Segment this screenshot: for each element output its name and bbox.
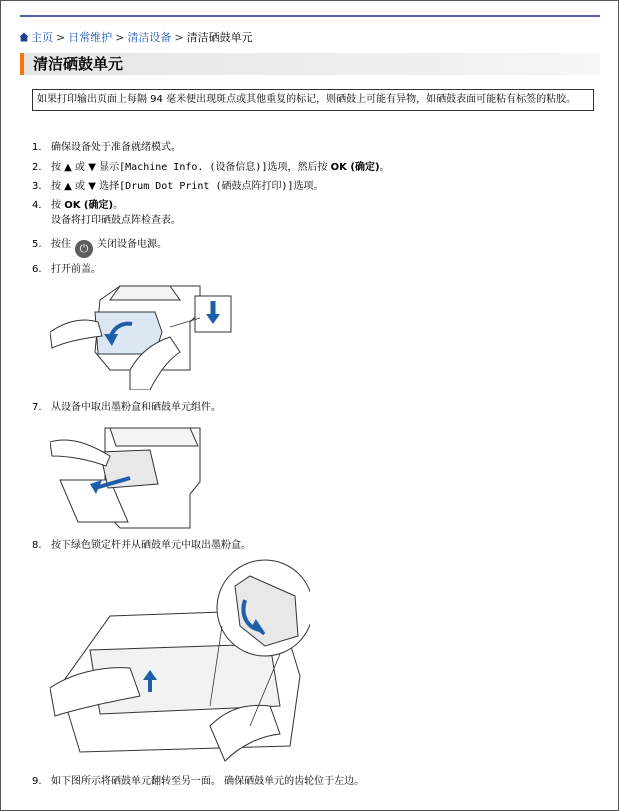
step-text: 关闭设备电源。	[97, 239, 167, 250]
step-text: 。	[379, 162, 390, 173]
step-text: 如下图所示将硒鼓单元翻转至另一面。 确保硒鼓单元的齿轮位于左边。	[51, 776, 365, 787]
step-5	[32, 238, 167, 258]
step-text: 选项。	[293, 181, 324, 192]
step-text: 按下绿色锁定杆并从硒鼓单元中取出墨粉盒。	[51, 540, 251, 551]
step-text: 。	[113, 200, 124, 211]
breadcrumb-clean-machine[interactable]: 清洁设备	[127, 31, 172, 44]
step-6	[32, 263, 101, 277]
step-number: 3.	[32, 181, 42, 192]
step-number: 5.	[32, 239, 42, 250]
breadcrumb-separator: >	[115, 31, 125, 44]
step-7	[32, 401, 221, 415]
title-accent	[20, 53, 24, 75]
note-box: 如果打印输出页面上每隔 94 毫米便出现斑点或其他重复的标记，则硒鼓上可能有异物，如硒鼓表面可能粘有标签的粘胶。	[32, 89, 594, 111]
step-text: 按 ▲ 或 ▼ 选择	[51, 181, 120, 192]
ok-key-label: OK (确定)	[330, 162, 380, 173]
step-text: 按 ▲ 或 ▼ 显示	[51, 162, 120, 173]
step-number: 7.	[32, 402, 42, 413]
step-number: 8.	[32, 540, 42, 551]
open-front-cover-illustration	[50, 282, 250, 390]
step-text: 确保设备处于准备就绪模式。	[51, 142, 181, 153]
home-icon	[19, 32, 29, 42]
step-text: 按住	[51, 239, 71, 250]
ok-key-label: OK (确定)	[64, 200, 114, 211]
step-4	[32, 199, 123, 213]
power-icon: ⏻	[75, 240, 93, 258]
step-text: 按	[51, 200, 65, 211]
step-3	[32, 180, 324, 194]
title-bar	[20, 53, 600, 75]
step-number: 4.	[32, 200, 42, 211]
breadcrumb-separator: >	[174, 31, 184, 44]
remove-toner-from-drum-illustration	[50, 556, 310, 766]
remove-drum-toner-illustration	[50, 422, 208, 530]
step-1	[32, 141, 181, 155]
step-9	[32, 775, 364, 789]
breadcrumb-separator: >	[56, 31, 66, 44]
breadcrumb-current: 清洁硒鼓单元	[186, 31, 253, 44]
step-number: 6.	[32, 264, 42, 275]
step-8	[32, 539, 251, 553]
menu-option-text: [Machine Info. (设备信息)]	[119, 162, 268, 173]
breadcrumb-home[interactable]: 主页	[31, 31, 53, 44]
breadcrumb-routine-maintenance[interactable]: 日常维护	[68, 31, 113, 44]
step-text: 从设备中取出墨粉盒和硒鼓单元组件。	[51, 402, 221, 413]
top-rule	[20, 15, 600, 17]
step-text: 打开前盖。	[51, 264, 101, 275]
step-4-result: 设备将打印硒鼓点阵检查表。	[51, 215, 181, 226]
step-number: 1.	[32, 142, 42, 153]
step-number: 9.	[32, 776, 42, 787]
breadcrumb	[19, 31, 253, 45]
menu-option-text: [Drum Dot Print (硒鼓点阵打印)]	[119, 181, 294, 192]
step-2	[32, 161, 390, 175]
step-text: 选项，然后按	[267, 162, 331, 173]
page-title: 清洁硒鼓单元	[33, 55, 124, 73]
step-number: 2.	[32, 162, 42, 173]
